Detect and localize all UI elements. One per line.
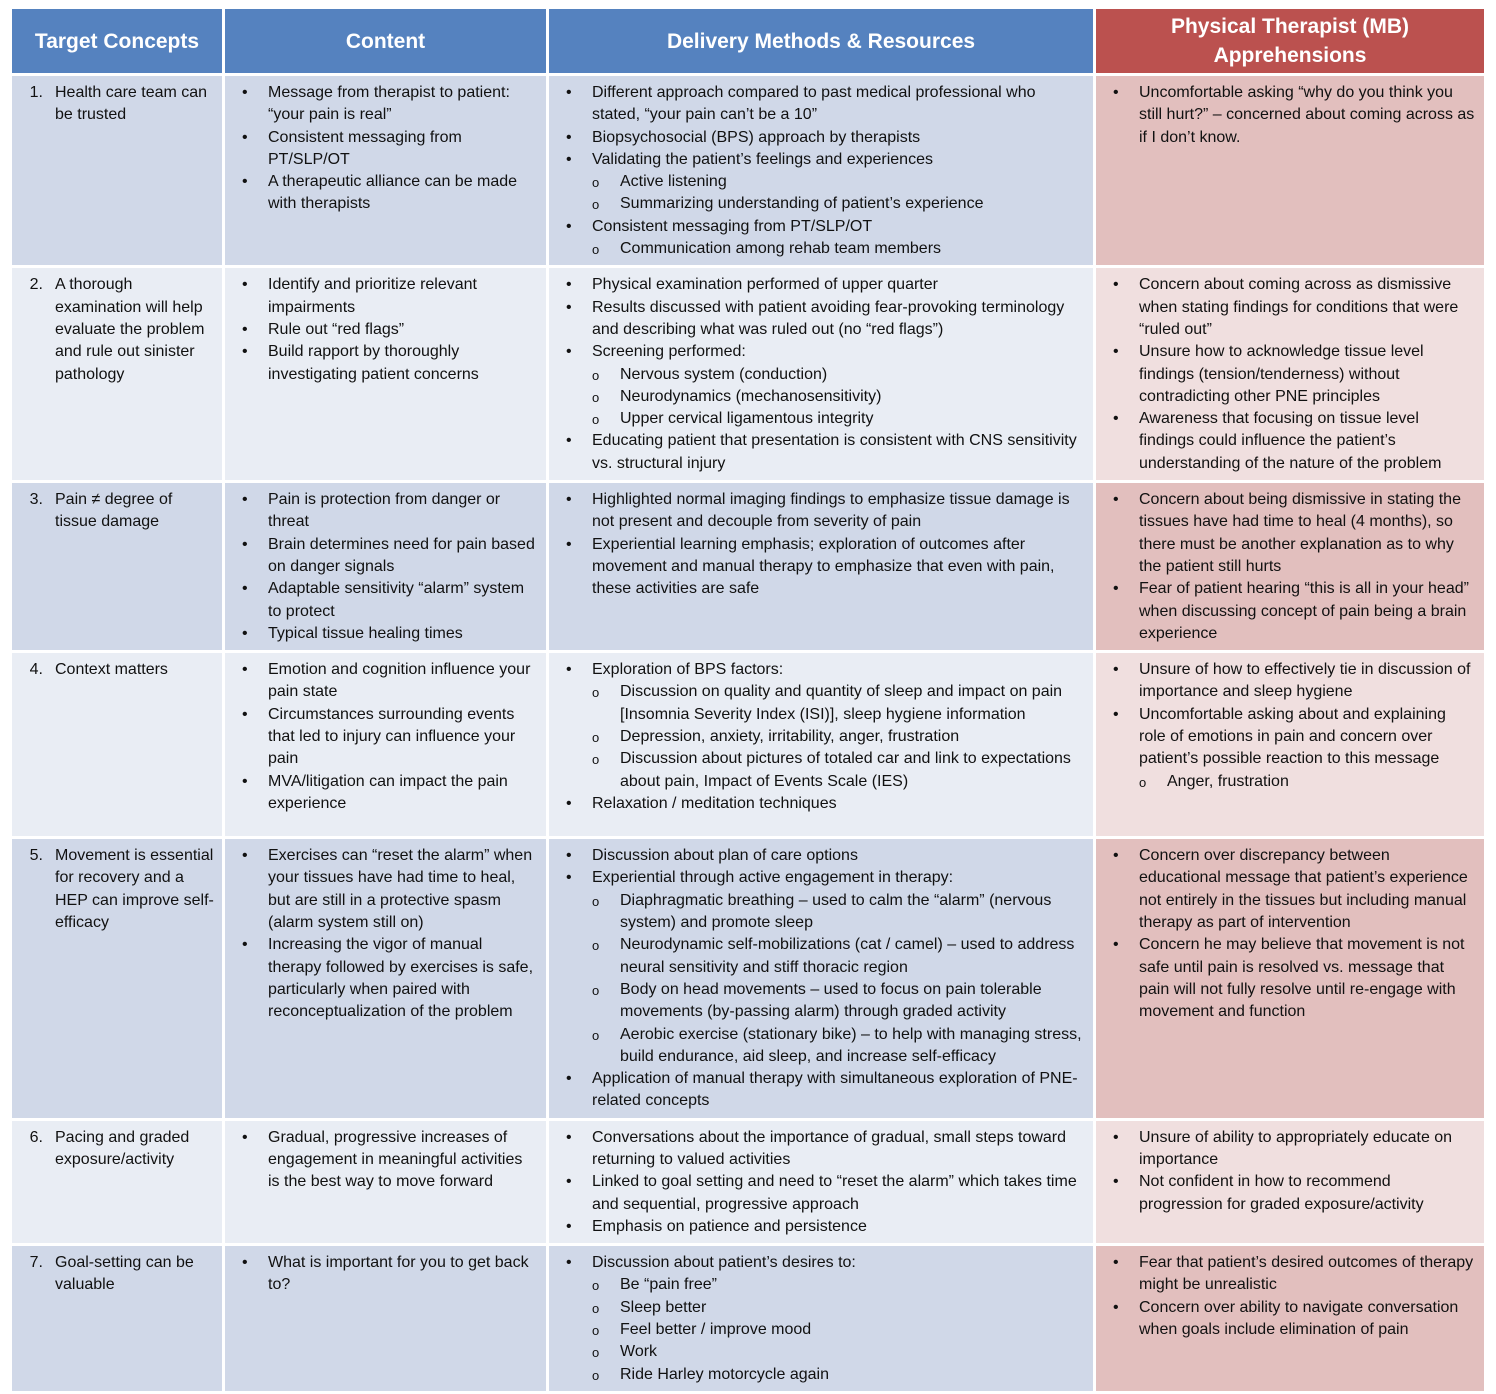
delivery-item-text: Relaxation / meditation techniques [592, 794, 837, 812]
delivery-subitem: o Depression, anxiety, irritability, anger, frustration [592, 726, 1085, 748]
content-item-text: Exercises can “reset the alarm” when your tissues have had time to heal, but are still in a protective spasm (alarm system still on) [268, 847, 533, 932]
target-concept [12, 659, 214, 681]
delivery-item-text: Results discussed with patient avoiding fear-provoking terminology and describing what was ruled out (no “red flags”) [592, 298, 1065, 338]
content-item [225, 845, 538, 934]
pt-apprehension-item-text: Unsure of ability to appropriately educate on importance [1139, 1128, 1453, 1168]
concepts-table [12, 9, 1484, 1394]
concept-number: 2. [29, 276, 43, 294]
content-cell [225, 1121, 549, 1246]
table-row [12, 1121, 1484, 1246]
delivery-item [549, 341, 1085, 430]
pt-apprehension-list [1096, 1127, 1476, 1216]
pt-apprehension-cell [1096, 653, 1484, 839]
pt-apprehension-item [1096, 489, 1476, 578]
pt-apprehension-item-text: Not confident in how to recommend progression for graded exposure/activity [1139, 1173, 1424, 1213]
delivery-subitem: o Nervous system (conduction) [592, 364, 1085, 386]
header-content: Content [225, 9, 549, 76]
delivery-item [549, 430, 1085, 475]
pt-apprehension-list [1096, 82, 1476, 149]
pt-apprehension-cell [1096, 1246, 1484, 1394]
delivery-cell [549, 839, 1096, 1121]
content-item [225, 1127, 538, 1194]
concept-number: 1. [29, 84, 43, 101]
delivery-cell [549, 76, 1096, 268]
pt-apprehension-list [1096, 489, 1476, 645]
delivery-subitem: o Discussion on quality and quantity of sleep and impact on pain [Insomnia Severity Index (ISI)], sleep hygiene information [592, 681, 1085, 726]
delivery-item-text: Validating the patient’s feelings and experiences [592, 150, 933, 168]
delivery-sublist [592, 364, 1085, 431]
pt-apprehension-item [1096, 659, 1476, 704]
content-item [225, 934, 538, 1023]
content-item [225, 659, 538, 704]
header-row [12, 9, 1484, 76]
delivery-list [549, 274, 1085, 475]
pt-apprehension-item-text: Concern about being dismissive in stating the tissues have had time to heal (4 months), so there must be another explanation as to why the patient still hurts [1139, 491, 1461, 575]
delivery-item-text: Linked to goal setting and need to “reset the alarm” which takes time and sequential, progressive approach [592, 1173, 1077, 1213]
content-item [225, 771, 538, 816]
delivery-item-text: Different approach compared to past medical professional who stated, “your pain can’t be a 10” [592, 84, 1036, 124]
content-item-text: Pain is protection from danger or threat [268, 491, 501, 531]
delivery-subitem: o Aerobic exercise (stationary bike) – to help with managing stress, build endurance, aid sleep, and increase self-efficacy [592, 1024, 1085, 1069]
pt-apprehension-item [1096, 578, 1476, 645]
pt-apprehension-cell [1096, 839, 1484, 1121]
content-item-text: What is important for you to get back to? [268, 1254, 529, 1294]
concept-text: Health care team can be trusted [55, 84, 208, 124]
pt-apprehension-subitem: o Anger, frustration [1139, 771, 1476, 793]
pt-apprehension-item-text: Awareness that focusing on tissue level findings could influence the patient’s understanding of the nature of the problem [1139, 410, 1442, 472]
content-item-text: Message from therapist to patient: “your pain is real” [268, 84, 510, 124]
content-item-text: Brain determines need for pain based on danger signals [268, 535, 535, 575]
content-item-text: Adaptable sensitivity “alarm” system to protect [268, 580, 525, 620]
delivery-item-text: Application of manual therapy with simultaneous exploration of PNE-related concepts [592, 1070, 1078, 1110]
pt-apprehension-item-text: Uncomfortable asking “why do you think you still hurt?” – concerned about coming across as if I don’t know. [1139, 84, 1475, 146]
concept-text: Movement is essential for recovery and a HEP can improve self-efficacy [55, 847, 214, 932]
target-concept-cell [12, 76, 225, 268]
delivery-item [549, 1216, 1085, 1238]
delivery-item-text: Conversations about the importance of gradual, small steps toward returning to valued activities [592, 1128, 1067, 1168]
pt-apprehension-item-text: Unsure of how to effectively tie in discussion of importance and sleep hygiene [1139, 661, 1471, 701]
header-target-concepts: Target Concepts [12, 9, 225, 76]
delivery-item-text: Physical examination performed of upper quarter [592, 276, 938, 294]
pt-apprehension-item [1096, 934, 1476, 1023]
pt-apprehension-list [1096, 1252, 1476, 1341]
header-delivery-methods: Delivery Methods & Resources [549, 9, 1096, 76]
delivery-item [549, 149, 1085, 216]
target-concept-cell [12, 268, 225, 483]
pt-apprehension-sublist [1139, 771, 1476, 793]
delivery-item-text: Consistent messaging from PT/SLP/OT [592, 217, 873, 235]
delivery-item-text: Emphasis on patience and persistence [592, 1217, 867, 1235]
content-list [225, 82, 538, 216]
delivery-item [549, 1252, 1085, 1386]
table-row [12, 76, 1484, 268]
delivery-item-text: Experiential learning emphasis; exploration of outcomes after movement and manual therapy to emphasize that even with pain, these activities are safe [592, 535, 1055, 598]
target-concept [12, 489, 214, 534]
pt-apprehension-item [1096, 1297, 1476, 1342]
concept-text: Goal-setting can be valuable [55, 1254, 194, 1294]
delivery-list [549, 845, 1085, 1113]
delivery-item [549, 1171, 1085, 1216]
pt-apprehension-item-text: Uncomfortable asking about and explaining role of emotions in pain and concern over patient’s possible reaction to this message [1139, 705, 1446, 768]
pt-apprehension-cell [1096, 76, 1484, 268]
delivery-item-text: Educating patient that presentation is consistent with CNS sensitivity vs. structural injury [592, 432, 1077, 472]
content-item [225, 704, 538, 771]
content-list [225, 489, 538, 645]
delivery-list [549, 1127, 1085, 1238]
content-item-text: MVA/litigation can impact the pain experience [268, 772, 508, 812]
content-item [225, 341, 538, 386]
pt-apprehension-item-text: Concern he may believe that movement is not safe until pain is resolved vs. message that pain will not fully resolve until re-engage with movement and function [1139, 936, 1465, 1021]
content-item-text: Emotion and cognition influence your pain state [268, 661, 531, 701]
target-concept [12, 1252, 214, 1297]
delivery-item-text: Biopsychosocial (BPS) approach by therapists [592, 128, 921, 146]
content-item-text: Typical tissue healing times [268, 624, 463, 642]
delivery-subitem: o Neurodynamic self-mobilizations (cat / camel) – used to address neural sensitivity and stiff thoracic region [592, 934, 1085, 979]
delivery-item-text: Discussion about patient’s desires to: [592, 1254, 856, 1272]
pt-apprehension-list [1096, 845, 1476, 1023]
content-cell [225, 268, 549, 483]
pt-apprehension-item [1096, 704, 1476, 793]
delivery-sublist [592, 171, 1085, 216]
target-concept-cell [12, 839, 225, 1121]
delivery-cell [549, 1121, 1096, 1246]
concept-text: Pacing and graded exposure/activity [55, 1128, 190, 1168]
delivery-item [549, 1068, 1085, 1113]
content-item-text: Circumstances surrounding events that led to injury can influence your pain [268, 705, 516, 768]
delivery-subitem: o Sleep better [592, 1297, 1085, 1319]
pt-apprehension-item [1096, 1252, 1476, 1297]
pt-apprehension-item [1096, 82, 1476, 149]
concept-text: Context matters [55, 661, 168, 679]
delivery-item [549, 216, 1085, 261]
content-item [225, 489, 538, 534]
delivery-subitem: o Discussion about pictures of totaled car and link to expectations about pain, Impact of Events Scale (IES) [592, 748, 1085, 793]
target-concept [12, 274, 214, 385]
header-pt-apprehensions: Physical Therapist (MB) Apprehensions [1096, 9, 1484, 76]
delivery-list [549, 1252, 1085, 1386]
table-body [12, 76, 1484, 1394]
content-list [225, 1252, 538, 1297]
delivery-sublist [592, 890, 1085, 1068]
delivery-item-text: Exploration of BPS factors: [592, 661, 784, 679]
content-list [225, 845, 538, 1023]
pt-apprehension-item [1096, 1127, 1476, 1172]
content-list [225, 659, 538, 815]
delivery-item [549, 297, 1085, 342]
pt-apprehension-item-text: Concern about coming across as dismissive when stating findings for conditions that were “ruled out” [1139, 276, 1459, 338]
delivery-subitem: o Diaphragmatic breathing – used to calm the “alarm” (nervous system) and promote sleep [592, 890, 1085, 935]
delivery-subitem: o Feel better / improve mood [592, 1319, 1085, 1341]
target-concept [12, 82, 214, 127]
pt-apprehension-item-text: Fear that patient’s desired outcomes of therapy might be unrealistic [1139, 1254, 1474, 1294]
pt-apprehension-cell [1096, 268, 1484, 483]
content-cell [225, 483, 549, 653]
pt-apprehension-item-text: Fear of patient hearing “this is all in your head” when discussing concept of pain being a brain experience [1139, 580, 1469, 642]
table-row [12, 268, 1484, 483]
content-item [225, 1252, 538, 1297]
delivery-list [549, 82, 1085, 260]
pt-apprehension-cell [1096, 483, 1484, 653]
delivery-cell [549, 653, 1096, 839]
concept-text: Pain ≠ degree of tissue damage [55, 491, 173, 531]
pt-apprehension-item-text: Unsure how to acknowledge tissue level findings (tension/tenderness) without contradicting other PNE principles [1139, 343, 1424, 405]
delivery-item [549, 867, 1085, 1068]
delivery-subitem: o Upper cervical ligamentous integrity [592, 408, 1085, 430]
pt-apprehension-item [1096, 274, 1476, 341]
delivery-subitem: o Communication among rehab team members [592, 238, 1085, 260]
pt-apprehension-item [1096, 1171, 1476, 1216]
content-cell [225, 1246, 549, 1394]
delivery-subitem: o Neurodynamics (mechanosensitivity) [592, 386, 1085, 408]
delivery-cell [549, 483, 1096, 653]
delivery-item [549, 274, 1085, 296]
content-item [225, 623, 538, 645]
delivery-item-text: Experiential through active engagement in therapy: [592, 869, 954, 887]
content-item [225, 319, 538, 341]
concept-number: 6. [29, 1128, 43, 1146]
delivery-subitem: o Be “pain free” [592, 1274, 1085, 1296]
target-concept [12, 1127, 214, 1172]
delivery-sublist [592, 1274, 1085, 1385]
delivery-subitem: o Body on head movements – used to focus on pain tolerable movements (by-passing alarm) through graded activity [592, 979, 1085, 1024]
pt-apprehension-item [1096, 408, 1476, 475]
pt-apprehension-list [1096, 274, 1476, 475]
content-item-text: Gradual, progressive increases of engagement in meaningful activities is the best way to move forward [268, 1128, 523, 1191]
concept-number: 3. [29, 491, 43, 509]
content-cell [225, 653, 549, 839]
target-concept-cell [12, 653, 225, 839]
content-item-text: Identify and prioritize relevant impairments [268, 276, 477, 316]
delivery-subitem: o Ride Harley motorcycle again [592, 1364, 1085, 1386]
concept-text: A thorough examination will help evaluate the problem and rule out sinister pathology [55, 276, 205, 383]
delivery-list [549, 659, 1085, 815]
pt-apprehension-item-text: Concern over discrepancy between educational message that patient’s experience not entirely in the tissues but including manual therapy as part of intervention [1139, 847, 1468, 932]
delivery-item [549, 659, 1085, 793]
delivery-subitem: o Summarizing understanding of patient’s experience [592, 193, 1085, 215]
pt-apprehension-item [1096, 341, 1476, 408]
table-row [12, 483, 1484, 653]
target-concept-cell [12, 1121, 225, 1246]
content-item-text: Increasing the vigor of manual therapy followed by exercises is safe, particularly when paired with reconceptualization of the problem [268, 936, 534, 1021]
delivery-sublist [592, 238, 1085, 260]
pt-apprehension-cell [1096, 1121, 1484, 1246]
content-item [225, 82, 538, 127]
content-list [225, 274, 538, 385]
delivery-item-text: Discussion about plan of care options [592, 847, 858, 865]
delivery-subitem: o Work [592, 1341, 1085, 1363]
delivery-item [549, 489, 1085, 534]
pt-apprehension-item-text: Concern over ability to navigate conversation when goals include elimination of pain [1139, 1298, 1459, 1339]
content-item [225, 127, 538, 172]
delivery-item [549, 127, 1085, 149]
content-item-text: Build rapport by thoroughly investigating patient concerns [268, 343, 479, 383]
content-item-text: A therapeutic alliance can be made with therapists [268, 173, 518, 213]
content-item [225, 578, 538, 623]
pt-apprehension-list [1096, 659, 1476, 793]
pt-apprehension-item [1096, 845, 1476, 934]
delivery-item [549, 82, 1085, 127]
table-row [12, 1246, 1484, 1394]
delivery-item [549, 534, 1085, 601]
delivery-subitem: o Active listening [592, 171, 1085, 193]
delivery-item [549, 845, 1085, 867]
content-list [225, 1127, 538, 1194]
table-row [12, 839, 1484, 1121]
content-item [225, 171, 538, 216]
delivery-item [549, 1127, 1085, 1172]
content-cell [225, 76, 549, 268]
concept-number: 4. [29, 661, 43, 679]
target-concept-cell [12, 1246, 225, 1394]
concept-number: 5. [29, 847, 43, 865]
delivery-sublist [592, 681, 1085, 792]
table-row [12, 653, 1484, 839]
content-cell [225, 839, 549, 1121]
content-item-text: Rule out “red flags” [268, 320, 405, 338]
delivery-item [549, 793, 1085, 815]
target-concept-cell [12, 483, 225, 653]
content-item-text: Consistent messaging from PT/SLP/OT [268, 128, 462, 168]
delivery-cell [549, 268, 1096, 483]
delivery-cell [549, 1246, 1096, 1394]
content-item [225, 534, 538, 579]
delivery-list [549, 489, 1085, 600]
concept-number: 7. [29, 1254, 43, 1272]
delivery-item-text: Screening performed: [592, 343, 746, 361]
delivery-item-text: Highlighted normal imaging findings to emphasize tissue damage is not present and decouple from severity of pain [592, 491, 1070, 531]
target-concept [12, 845, 214, 934]
content-item [225, 274, 538, 319]
